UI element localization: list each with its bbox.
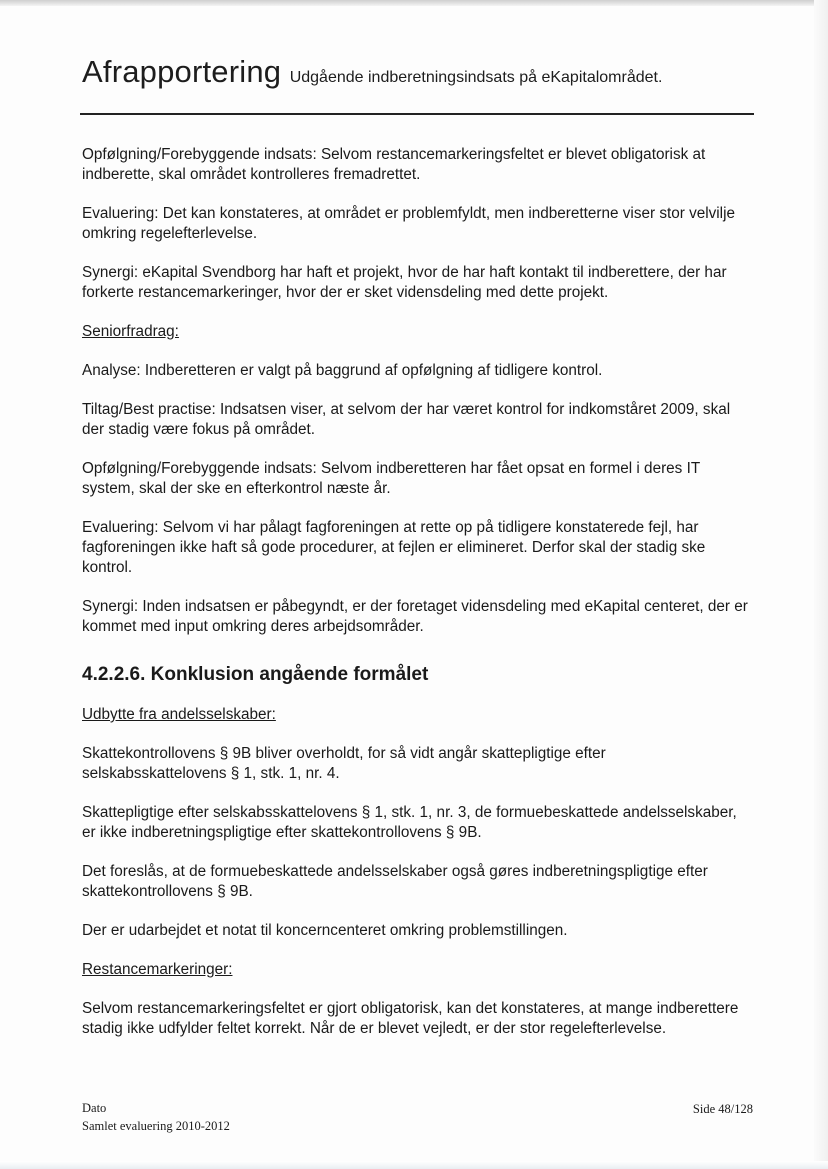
paragraph: Skattekontrollovens § 9B bliver overholdt, for så vidt angår skattepligtige efter selskabsskattelovens § 1, stk. 1, nr. 4. — [82, 745, 606, 782]
bottom-scan-edge — [0, 1161, 828, 1169]
header-divider — [80, 113, 754, 115]
header-subtitle: Udgående indberetningsindsats på eKapitalområdet. — [289, 69, 663, 86]
paragraph: Analyse: Indberetteren er valgt på baggrund af opfølgning af tidligere kontrol. — [82, 362, 603, 379]
footer-report-name: Samlet evaluering 2010-2012 — [82, 1119, 230, 1133]
paragraph: Selvom restancemarkeringsfeltet er gjort obligatorisk, kan det konstateres, at mange indberettere stadig ikke udfylder feltet korrekt. Når de er blevet vejledt, er der stor regelefterlevelse. — [82, 1000, 739, 1037]
footer-left — [82, 1099, 230, 1135]
footer-page-number: Side 48/128 — [692, 1102, 753, 1116]
paragraph: Synergi: eKapital Svendborg har haft et projekt, hvor de har haft kontakt til indberettere, der har forkerte restancemarkeringer, hvor der er sket vidensdeling med dette projekt. — [82, 264, 727, 301]
document-body — [82, 145, 752, 1058]
section-heading: 4.2.2.6. Konklusion angående formålet — [82, 664, 429, 685]
top-scan-edge — [0, 0, 828, 6]
paragraph: Opfølgning/Forebyggende indsats: Selvom restancemarkeringsfeltet er blevet obligatorisk at indberette, skal området kontrolleres fremadrettet. — [82, 146, 706, 183]
paragraph: Det foreslås, at de formuebeskattede andelsselskaber også gøres indberetningspligtige efter skattekontrollovens § 9B. — [82, 863, 708, 900]
paragraph: Evaluering: Det kan konstateres, at området er problemfyldt, men indberetterne viser stor velvilje omkring regelefterlevelse. — [82, 205, 735, 242]
paragraph: Skattepligtige efter selskabsskattelovens § 1, stk. 1, nr. 3, de formuebeskattede andelsselskaber, er ikke indberetningspligtige efter skattekontrollovens § 9B. — [82, 804, 737, 841]
paragraph: Synergi: Inden indsatsen er påbegyndt, er der foretaget vidensdeling med eKapital centeret, der er kommet med input omkring deres arbejdsområder. — [82, 598, 748, 635]
paragraph: Evaluering: Selvom vi har pålagt fagforeningen at rette op på tidligere konstaterede fejl, har fagforeningen ikke haft så gode procedurer, at fejlen er elimineret. Derfor skal der stadig ske kontrol. — [82, 519, 706, 576]
page-header — [82, 54, 762, 90]
subsection-heading: Seniorfradrag: — [82, 323, 179, 340]
subsection-heading: Restancemarkeringer: — [82, 961, 233, 978]
paragraph: Opfølgning/Forebyggende indsats: Selvom indberetteren har fået opsat en formel i deres IT system, skal der ske en efterkontrol næste år. — [82, 460, 700, 497]
paragraph: Der er udarbejdet et notat til koncerncenteret omkring problemstillingen. — [82, 922, 568, 939]
paragraph: Tiltag/Best practise: Indsatsen viser, at selvom der har været kontrol for indkomståret 2009, skal der stadig være fokus på området. — [82, 401, 731, 438]
footer-date-label: Dato — [82, 1101, 107, 1115]
header-title: Afrapportering — [82, 54, 282, 89]
right-scan-edge — [814, 0, 828, 1169]
subsection-heading: Udbytte fra andelsselskaber: — [82, 706, 276, 723]
